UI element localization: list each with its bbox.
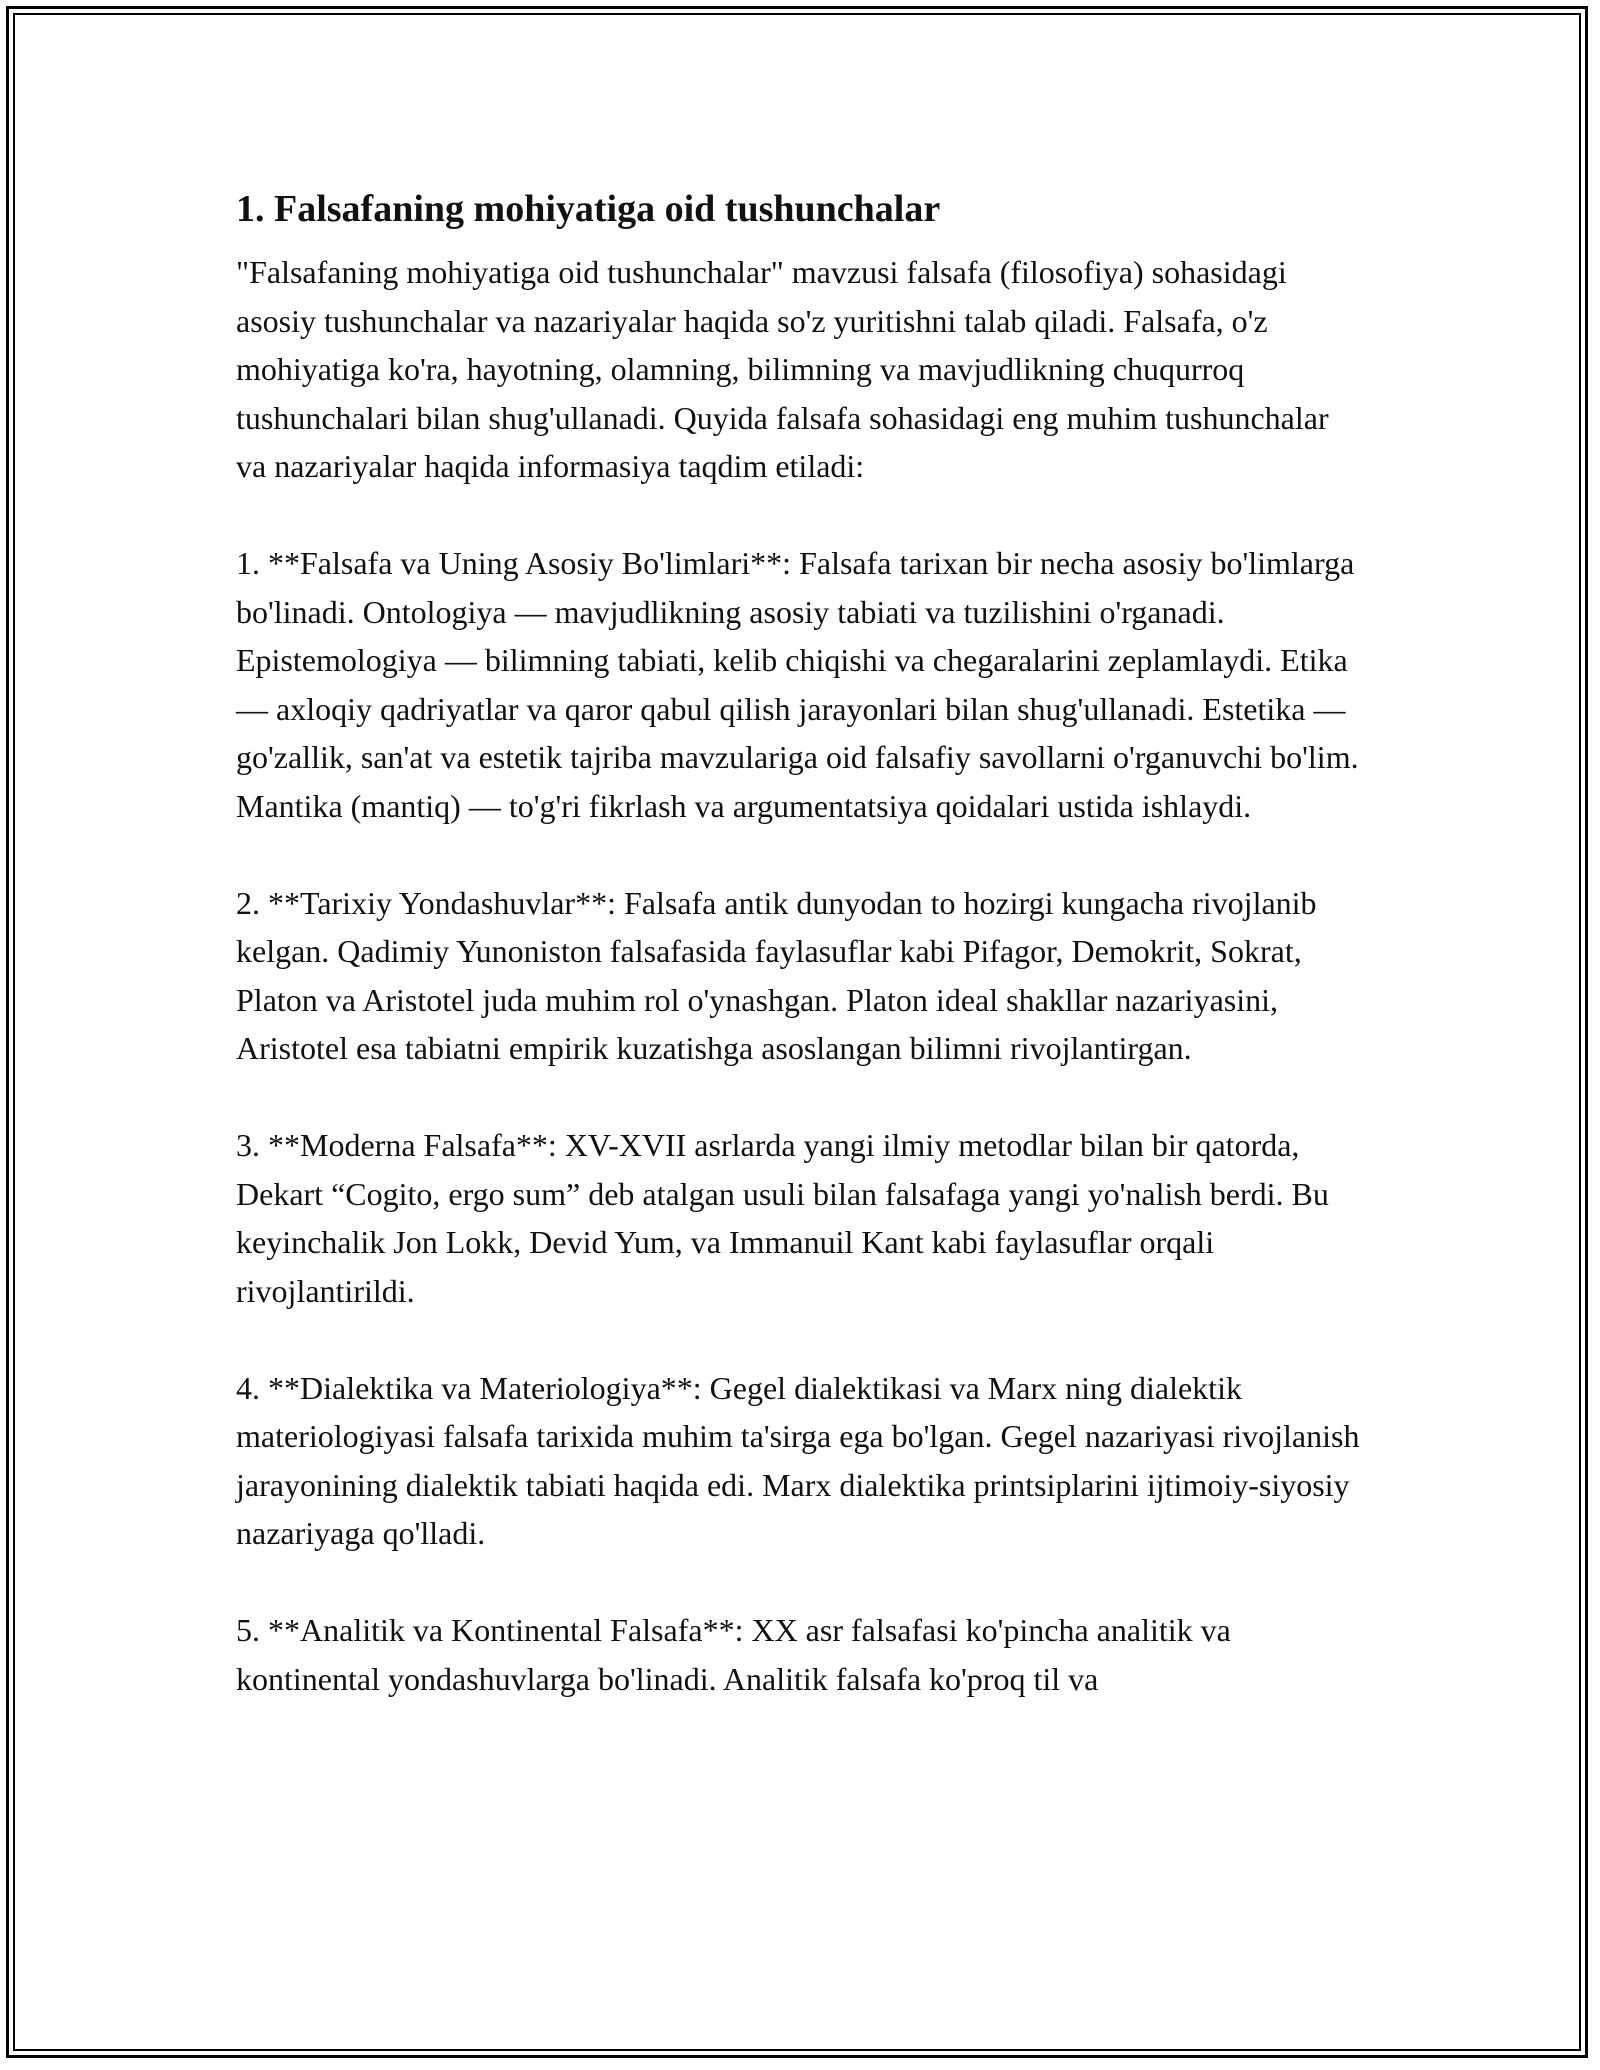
paragraph-item-3: 3. **Moderna Falsafa**: XV-XVII asrlarda yangi ilmiy metodlar bilan bir qatorda, Dekart “Cogito, ergo sum” deb atalgan usuli bilan falsafaga yangi yo'nalish berdi. Bu keyinchalik Jon Lokk, Devid Yum, va Immanuil Kant kabi faylasuflar orqali rivojlantirildi. xyxy=(236,1127,1329,1309)
document-body xyxy=(236,184,1366,1752)
paragraph-item-4: 4. **Dialektika va Materiologiya**: Gegel dialektikasi va Marx ning dialektik materiologiyasi falsafa tarixida muhim ta'sirga ega bo'lgan. Gegel nazariyasi rivojlanish jarayonining dialektik tabiati haqida edi. Marx dialektika printsiplarini ijtimoiy-siyosiy nazariyaga qo'lladi. xyxy=(236,1369,1360,1551)
document-title: 1. Falsafaning mohiyatiga oid tushunchalar xyxy=(236,188,941,230)
paragraph-item-5: 5. **Analitik va Kontinental Falsafa**: XX asr falsafasi ko'pincha analitik va kontinental yondashuvlarga bo'linadi. Analitik falsafa ko'proq til va xyxy=(236,1612,1231,1697)
paragraph-intro: "Falsafaning mohiyatiga oid tushunchalar" mavzusi falsafa (filosofiya) sohasidagi asosiy tushunchalar va nazariyalar haqida so'z yuritishni talab qiladi. Falsafa, o'z mohiyatiga ko'ra, hayotning, olamning, bilimning va mavjudlikning chuqurroq tushunchalari bilan shug'ullanadi. Quyida falsafa sohasidagi eng muhim tushunchalar va nazariyalar haqida informasiya taqdim etiladi: xyxy=(236,254,1329,484)
paragraph-item-1: 1. **Falsafa va Uning Asosiy Bo'limlari**: Falsafa tarixan bir necha asosiy bo'limlarga bo'linadi. Ontologiya — mavjudlikning asosiy tabiati va tuzilishini o'rganadi. Epistemologiya — bilimning tabiati, kelib chiqishi va chegaralarini zeplamlaydi. Etika — axloqiy qadriyatlar va qaror qabul qilish jarayonlari bilan shug'ullanadi. Estetika — go'zallik, san'at va estetik tajriba mavzulariga oid falsafiy savollarni o'rganuvchi bo'lim. Mantika (mantiq) — to'g'ri fikrlash va argumentatsiya qoidalari ustida ishlaydi. xyxy=(236,545,1359,824)
paragraph-item-2: 2. **Tarixiy Yondashuvlar**: Falsafa antik dunyodan to hozirgi kungacha rivojlanib kelgan. Qadimiy Yunoniston falsafasida faylasuflar kabi Pifagor, Demokrit, Sokrat, Platon va Aristotel juda muhim rol o'ynashgan. Platon ideal shakllar nazariyasini, Aristotel esa tabiatni empirik kuzatishga asoslangan bilimni rivojlantirgan. xyxy=(236,884,1317,1066)
